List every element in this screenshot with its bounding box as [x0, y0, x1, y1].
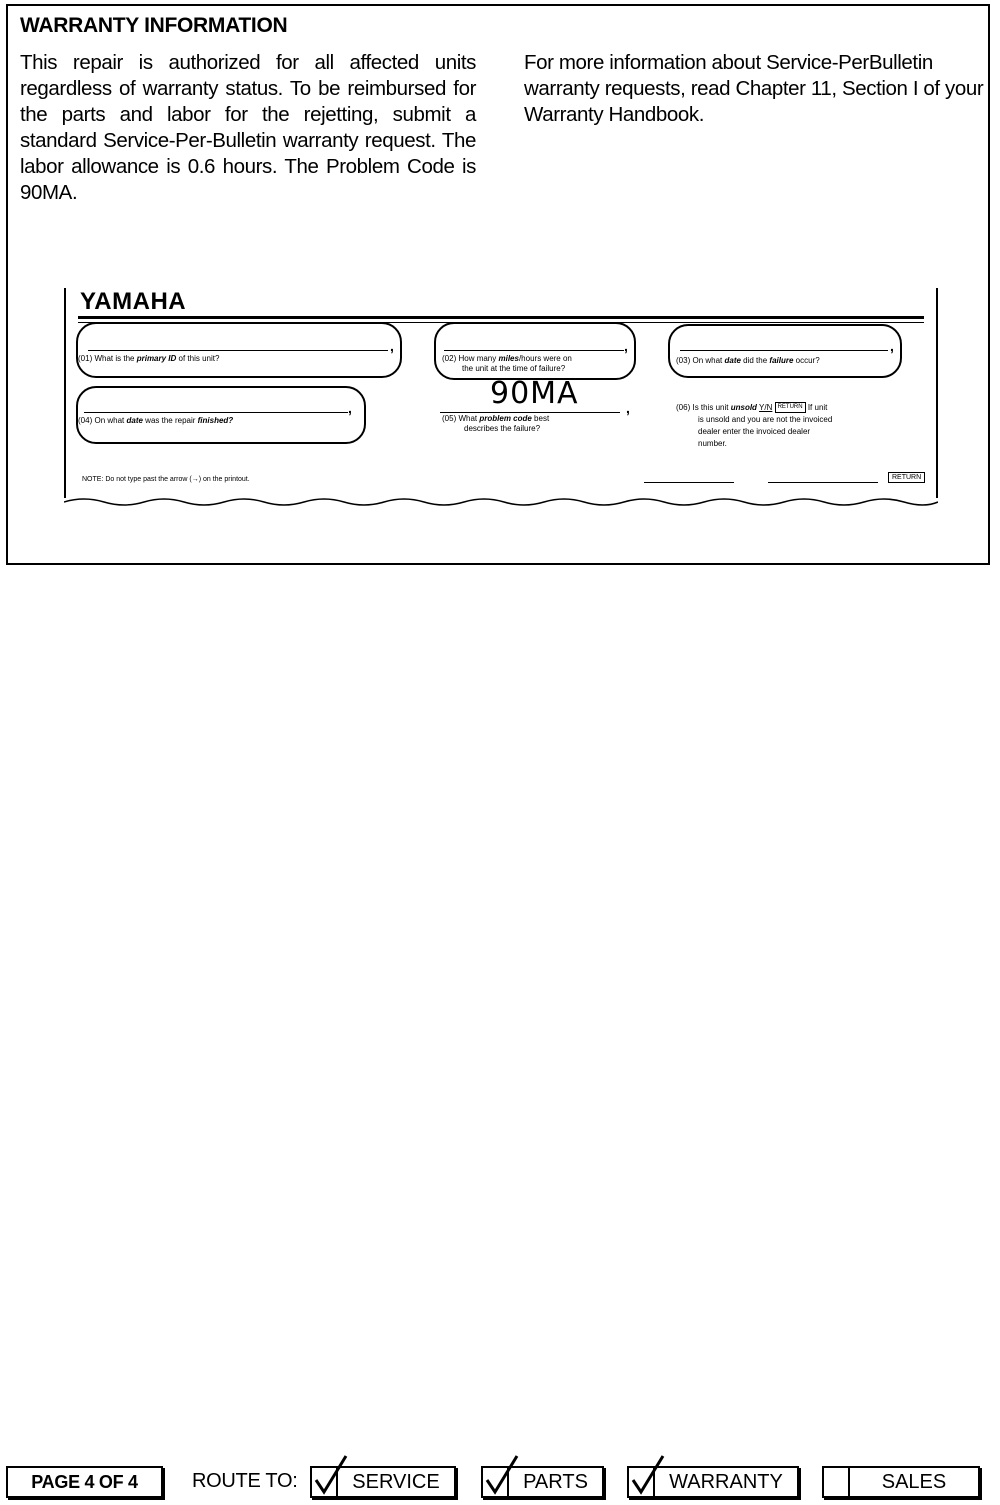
field-04-repair-date	[76, 386, 366, 444]
checkmark-icon	[627, 1454, 667, 1498]
field-04-prompt: (04) On what date was the repair finished?	[78, 416, 234, 425]
problem-code-handwritten-value: 90MA	[490, 376, 579, 411]
comma: ,	[890, 338, 894, 354]
comma: ,	[624, 338, 628, 354]
yamaha-logo: YAMAHA	[80, 288, 187, 315]
warranty-heading: WARRANTY INFORMATION	[20, 14, 288, 37]
checkmark-icon	[481, 1454, 521, 1498]
page-number-badge: PAGE 4 OF 4	[6, 1466, 163, 1498]
route-warranty-box	[627, 1466, 799, 1498]
field-06-prompt: (06) Is this unit unsold Y/N RETURN If unit is unsold and you are not the invoiced dealer enter the invoiced dealer number.	[676, 403, 833, 448]
entry-line	[644, 482, 734, 483]
field-01-prompt: (01) What is the primary ID of this unit?	[78, 354, 220, 363]
route-checkbox	[629, 1468, 655, 1496]
field-02-miles-hours	[434, 322, 636, 380]
field-05-prompt: (05) What problem code best describes the failure?	[442, 414, 550, 433]
checkmark-icon	[310, 1454, 350, 1498]
route-parts-label: PARTS	[523, 1470, 588, 1493]
entry-line	[440, 412, 620, 413]
field-03-prompt: (03) On what date did the failure occur?	[676, 356, 820, 365]
route-to-label: ROUTE TO:	[192, 1470, 298, 1492]
route-sales-label: SALES	[881, 1470, 947, 1493]
warranty-left-paragraph: This repair is authorized for all affected units regardless of warranty status. To be reimbursed for the parts and labor for the rejetting, submit a standard Service-Per-Bulletin warranty request. The labor allowance is 0.6 hours. The Problem Code is 90MA.	[20, 51, 476, 204]
route-sales-box	[822, 1466, 980, 1498]
return-key-label: RETURN	[775, 402, 806, 413]
entry-line	[444, 350, 624, 351]
form-edge	[64, 288, 66, 498]
comma: ,	[390, 338, 394, 354]
route-service-label: SERVICE	[352, 1470, 440, 1493]
comma: ,	[348, 400, 352, 416]
route-checkbox	[312, 1468, 338, 1496]
torn-edge	[64, 492, 938, 512]
return-key-label: RETURN	[888, 472, 925, 483]
field-03-failure-date	[668, 324, 902, 378]
route-parts-box	[481, 1466, 604, 1498]
yamaha-warranty-form-image	[64, 282, 938, 512]
form-edge	[936, 288, 938, 498]
route-service-box	[310, 1466, 456, 1498]
field-02-prompt: (02) How many miles/hours were on the unit at the time of failure?	[442, 354, 572, 373]
route-checkbox	[824, 1468, 850, 1496]
route-checkbox	[483, 1468, 509, 1496]
comma: ,	[626, 400, 630, 416]
form-note: NOTE: Do not type past the arrow (→) on the printout.	[82, 476, 250, 483]
entry-line	[84, 412, 348, 413]
entry-line	[680, 350, 888, 351]
entry-line	[88, 350, 388, 351]
route-warranty-label: WARRANTY	[669, 1470, 783, 1493]
form-divider	[78, 316, 924, 319]
warranty-information-box	[6, 4, 990, 565]
field-01-primary-id	[76, 322, 402, 378]
entry-line	[768, 482, 878, 483]
warranty-right-paragraph: For more information about Service-PerBulletin warranty requests, read Chapter 11, Section I of your Warranty Handbook.	[524, 51, 984, 126]
